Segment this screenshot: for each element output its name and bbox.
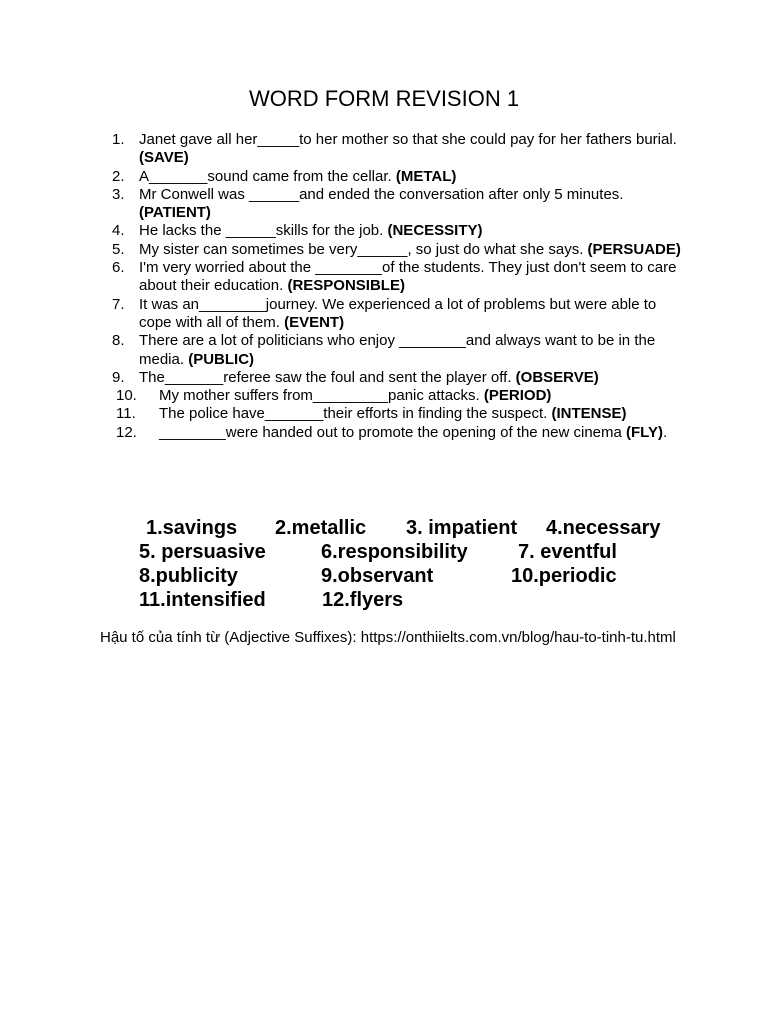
question-number: 5. [112, 240, 125, 258]
question-keyword: (OBSERVE) [515, 368, 599, 386]
question-number: 3. [112, 185, 125, 203]
answer-3: 3. impatient [406, 517, 518, 539]
answer-key [139, 516, 739, 612]
question-keyword: (RESPONSIBLE) [287, 277, 405, 295]
question-number: 11. [116, 405, 136, 423]
answer-4: 4.necessary [546, 517, 661, 539]
question-text: There are a lot of politicians who enjoy ________and always want to be in the media. [139, 332, 656, 368]
question-number: 1. [112, 131, 125, 148]
question-keyword: (PERSUADE) [587, 240, 681, 258]
suffix-reference-note: Hậu tố của tính từ (Adjective Suffixes): https://onthiielts.com.vn/blog/hau-to-tinh-tu.html [100, 629, 676, 646]
question-text: A_______sound came from the cellar. [139, 167, 392, 185]
question-trailing-period: . [662, 423, 668, 441]
question-keyword: (EVENT) [284, 313, 345, 331]
question-text: The_______referee saw the foul and sent the player off. [139, 368, 512, 386]
answer-row [139, 516, 739, 540]
question-item [112, 387, 682, 405]
question-keyword: (PATIENT) [139, 204, 211, 222]
question-number: 7. [112, 295, 125, 313]
question-keyword: (PERIOD) [483, 387, 552, 405]
question-number: 8. [112, 332, 125, 350]
question-item [112, 222, 682, 240]
answer-row [139, 564, 739, 588]
question-text: The police have_______their efforts in finding the suspect. [159, 405, 548, 423]
question-item [112, 131, 682, 168]
answer-11: 11.intensified [139, 589, 266, 611]
answer-row [139, 540, 739, 564]
answer-7: 7. eventful [518, 541, 617, 563]
answer-1: 1.savings [146, 517, 238, 539]
question-keyword: (FLY) [626, 423, 663, 441]
question-keyword: (INTENSE) [551, 405, 627, 423]
question-item [112, 332, 682, 369]
question-item [112, 186, 682, 223]
document-title: WORD FORM REVISION 1 [248, 86, 520, 111]
question-list [112, 131, 682, 442]
question-keyword: (PUBLIC) [188, 350, 255, 368]
question-keyword: (METAL) [395, 167, 457, 185]
question-item [112, 168, 682, 186]
question-item [112, 259, 682, 296]
answer-12: 12.flyers [322, 589, 404, 611]
question-keyword: (SAVE) [139, 149, 189, 167]
question-text: Janet gave all her_____to her mother so that she could pay for her fathers burial. [139, 131, 677, 148]
question-text: My mother suffers from_________panic attacks. [159, 387, 480, 405]
question-item [112, 296, 682, 333]
question-item [112, 241, 682, 259]
answer-2: 2.metallic [275, 517, 367, 539]
question-text: My sister can sometimes be very______, so just do what she says. [139, 240, 584, 258]
answer-8: 8.publicity [139, 565, 238, 587]
question-number: 2. [112, 167, 125, 185]
question-keyword: (NECESSITY) [387, 222, 483, 240]
question-number: 10. [116, 387, 137, 405]
answer-5: 5. persuasive [139, 541, 266, 563]
question-number: 4. [112, 222, 125, 240]
question-text: It was an________journey. We experienced a lot of problems but were able to cope with all of them. [139, 295, 657, 331]
answer-9: 9.observant [321, 565, 434, 587]
question-item [112, 424, 682, 442]
answer-6: 6.responsibility [321, 541, 468, 563]
question-text: I'm very worried about the ________of the students. They just don't seem to care about their education. [139, 259, 677, 295]
question-text: He lacks the ______skills for the job. [139, 222, 384, 240]
question-number: 6. [112, 259, 125, 277]
question-text: ________were handed out to promote the opening of the new cinema [159, 423, 622, 441]
answer-10: 10.periodic [511, 565, 617, 587]
question-number: 12. [116, 423, 137, 441]
question-item [112, 369, 682, 387]
question-text: Mr Conwell was ______and ended the conversation after only 5 minutes. [139, 185, 624, 203]
answer-row [139, 588, 739, 612]
question-item [112, 405, 682, 423]
question-number: 9. [112, 368, 125, 386]
